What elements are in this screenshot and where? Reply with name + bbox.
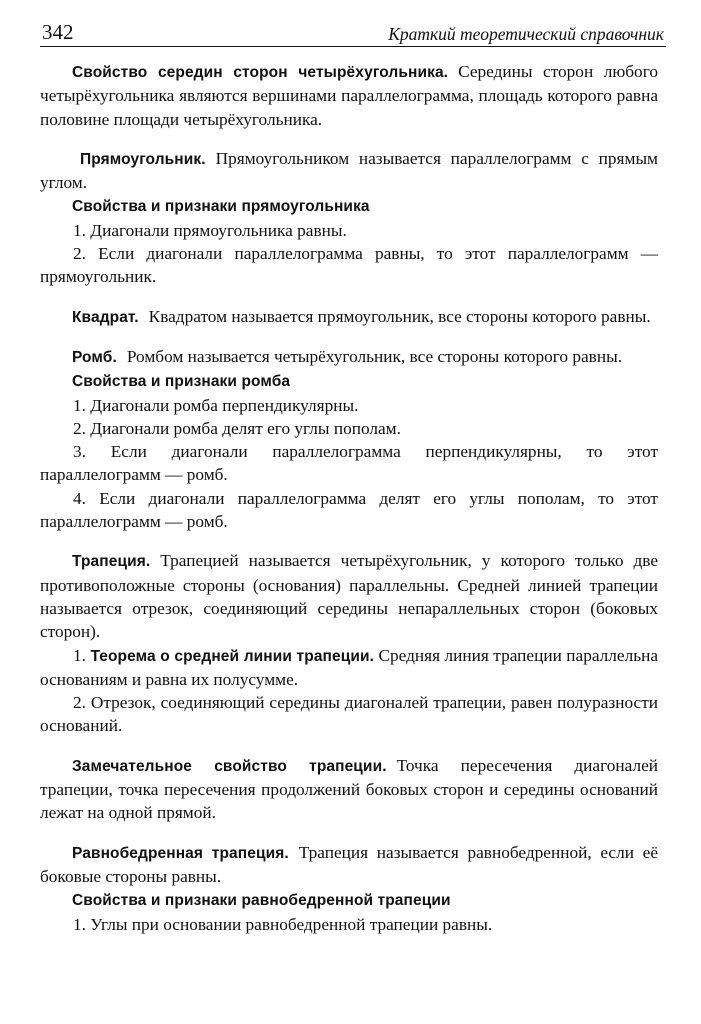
isosceles-term: Равнобедренная трапеция.	[72, 844, 289, 862]
rectangle-paragraph	[40, 147, 658, 195]
rhombus-term: Ромб.	[72, 348, 117, 366]
remarkable-text: Точка пересечения диагоналей трапеции, точка пересечения продолжений боковых сторон и середины оснований лежат на одной прямой.	[40, 755, 659, 823]
running-title: Краткий теоретический справочник	[388, 24, 664, 44]
page-number: 342	[42, 20, 74, 44]
rectangle-text: Прямоугольником называется параллелограмм с прямым углом.	[40, 148, 658, 193]
rhombus-prop-1: 1. Диагонали ромба перпендикулярны.	[73, 395, 359, 415]
trapezoid-item-2: 2. Отрезок, соединяющий середины диагоналей трапеции, равен полуразности оснований.	[40, 693, 658, 736]
rhombus-paragraph	[40, 345, 658, 369]
rhombus-prop-3: 3. Если диагонали параллелограмма перпендикулярны, то этот параллелограмм — ромб.	[40, 442, 658, 485]
square-text: Квадратом называется прямоугольник, все стороны которого равны.	[148, 306, 651, 326]
square-paragraph	[40, 305, 658, 329]
rhombus-prop-2: 2. Диагонали ромба делят его углы пополам.	[73, 418, 401, 438]
rectangle-prop-2: 2. Если диагонали параллелограмма равны, то этот параллелограмм — прямоугольник.	[40, 244, 658, 287]
page-content	[40, 60, 658, 936]
trapezoid-paragraph	[40, 549, 658, 643]
rhombus-text: Ромбом называется четырёхугольник, все стороны которого равны.	[126, 346, 623, 366]
rhombus-props-title: Свойства и признаки ромба	[72, 373, 291, 391]
rectangle-props-title: Свойства и признаки прямоугольника	[72, 198, 370, 216]
isosceles-prop-1: 1. Углы при основании равнобедренной трапеции равны.	[73, 914, 493, 934]
remarkable-term: Замечательное свойство трапеции.	[72, 757, 387, 775]
isosceles-props-title: Свойства и признаки равнобедренной трапеции	[72, 892, 451, 910]
quad-midpoints-text: Середины сторон любого четырёхугольника являются вершинами параллелограмма, площадь которого равна половине площади четырёхугольника.	[40, 62, 658, 129]
trapezoid-item-1	[40, 644, 658, 692]
trapezoid-item-1-text: Средняя линия трапеции параллельна основаниям и равна их полусумме.	[40, 645, 659, 689]
remarkable-paragraph	[40, 754, 658, 825]
rectangle-prop-1: 1. Диагонали прямоугольника равны.	[73, 220, 347, 240]
rectangle-term: Прямоугольник.	[80, 150, 206, 168]
trapezoid-item-1-num: 1.	[73, 645, 86, 665]
trapezoid-text: Трапецией называется четырёхугольник, у которого только две противоположные стороны (основания) параллельны. Средней линией трапеции называется отрезок, соединяющий середины непараллельных сторон (боковых сторон).	[40, 551, 658, 642]
quad-midpoints-paragraph	[40, 60, 658, 131]
isosceles-text: Трапеция называется равнобедренной, если её боковые стороны равны.	[40, 842, 658, 886]
square-term: Квадрат.	[72, 308, 139, 326]
rhombus-prop-4: 4. Если диагонали параллелограмма делят его углы пополам, то этот параллелограмм — ромб.	[40, 488, 658, 532]
page-header	[40, 14, 666, 47]
trapezoid-item-1-bold: Теорема о средней линии трапеции.	[90, 647, 375, 665]
isosceles-paragraph	[40, 841, 658, 889]
trapezoid-term: Трапеция.	[72, 553, 151, 571]
quad-midpoints-term: Свойство середин сторон четырёхугольника.	[72, 64, 449, 81]
